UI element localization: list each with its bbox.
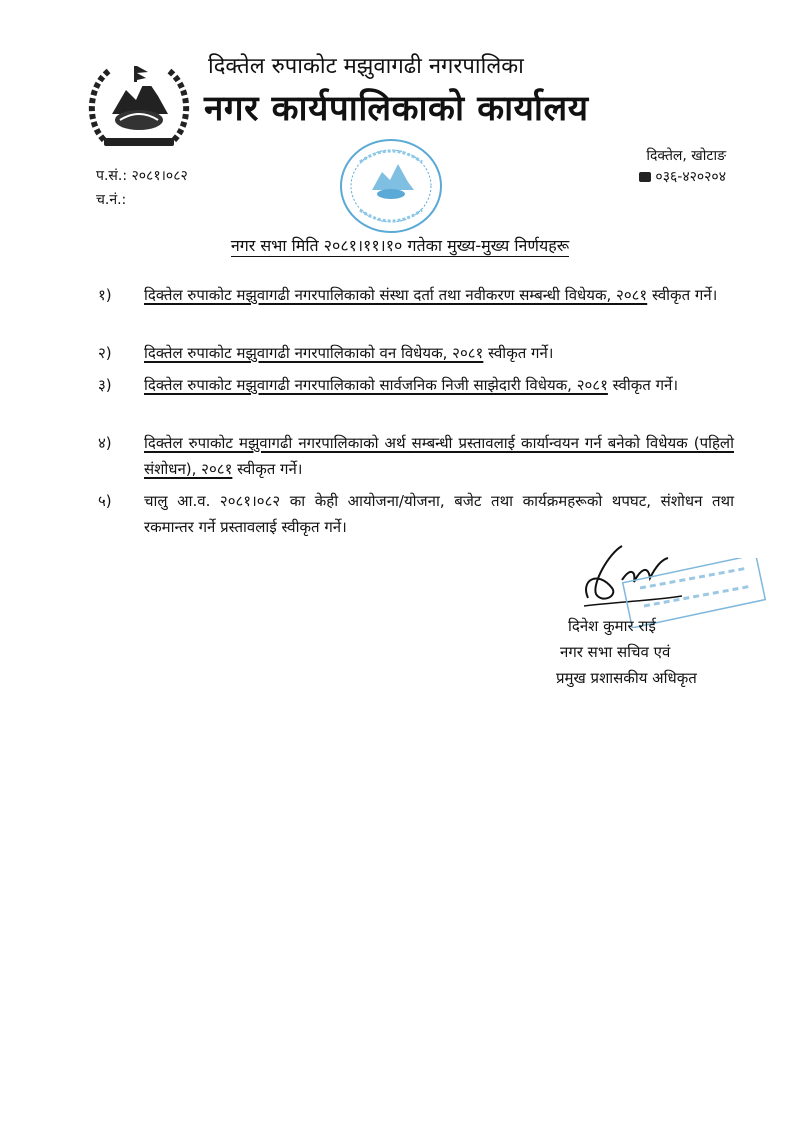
decision-action: स्वीकृत गर्ने। (647, 286, 718, 304)
decision-subject: दिक्तेल रुपाकोट मझुवागढी नगरपालिकाको सार्वजनिक निजी साझेदारी विधेयक, २०८१ (144, 376, 608, 394)
reference-number: प.सं.: २०८१।०८२ (96, 168, 188, 184)
signatory-name: दिनेश कुमार राई (568, 617, 656, 635)
municipality-name: दिक्तेल रुपाकोट मझुवागढी नगरपालिका (208, 54, 524, 79)
phone-number: ०३६-४२०२०४ (655, 169, 726, 185)
decision-subject: दिक्तेल रुपाकोट मझुवागढी नगरपालिकाको संस्था दर्ता तथा नवीकरण सम्बन्धी विधेयक, २०८१ (144, 286, 648, 304)
signatory-role-2: प्रमुख प्रशासकीय अधिकृत (556, 669, 697, 687)
decision-action: स्वीकृत गर्ने। (607, 376, 679, 394)
signatory-role-1: नगर सभा सचिव एवं (560, 643, 671, 661)
decision-item-1: १) दिक्तेल रुपाकोट मझुवागढी नगरपालिकाको संस्था दर्ता तथा नवीकरण सम्बन्धी विधेयक, २०८१ स्वीकृत गर्ने। (98, 286, 718, 304)
office-phone (639, 167, 726, 186)
decision-item-5: ५) चालु आ.व. २०८१।०८२ का केही आयोजना/योजना, बजेट तथा कार्यक्रमहरूको थपघट, संशोधन तथा रकमान्तर गर्ने प्रस्तावलाई स्वीकृत गर्ने। (98, 492, 734, 536)
decision-item-3: ३) दिक्तेल रुपाकोट मझुवागढी नगरपालिकाको सार्वजनिक निजी साझेदारी विधेयक, २०८१ स्वीकृत गर्ने। (98, 376, 679, 394)
decision-item-4: ४) दिक्तेल रुपाकोट मझुवागढी नगरपालिकाको अर्थ सम्बन्धी प्रस्तावलाई कार्यान्वयन गर्न बनेको विधेयक (पहिलो संशोधन), २०८१ स्वीकृत गर्ने। (98, 434, 734, 478)
government-emblem-icon (84, 56, 194, 154)
decision-subject: दिक्तेल रुपाकोट मझुवागढी नगरपालिकाको अर्थ सम्बन्धी प्रस्तावलाई कार्यान्वयन गर्न बनेको विधेयक (पहिलो संशोधन), २०८१ (144, 434, 734, 478)
office-seal-stamp (332, 132, 450, 240)
decision-action: स्वीकृत गर्ने। (232, 460, 303, 478)
decision-action: चालु आ.व. २०८१।०८२ का केही आयोजना/योजना, बजेट तथा कार्यक्रमहरूको थपघट, संशोधन तथा रकमान्तर गर्ने प्रस्तावलाई स्वीकृत गर्ने। (144, 492, 734, 536)
office-name: नगर कार्यपालिकाको कार्यालय (204, 89, 589, 129)
dispatch-number: च.नं.: (96, 192, 127, 208)
decisions-title: नगर सभा मिति २०८१।११।१० गतेका मुख्य-मुख्य निर्णयहरू (230, 236, 570, 255)
phone-icon (639, 172, 651, 182)
decision-action: स्वीकृत गर्ने। (483, 344, 554, 362)
office-address: दिक्तेल, खोटाङ (646, 148, 726, 164)
decision-item-2: २) दिक्तेल रुपाकोट मझुवागढी नगरपालिकाको वन विधेयक, २०८१ स्वीकृत गर्ने। (98, 344, 554, 362)
decision-subject: दिक्तेल रुपाकोट मझुवागढी नगरपालिकाको वन विधेयक, २०८१ (144, 344, 484, 362)
